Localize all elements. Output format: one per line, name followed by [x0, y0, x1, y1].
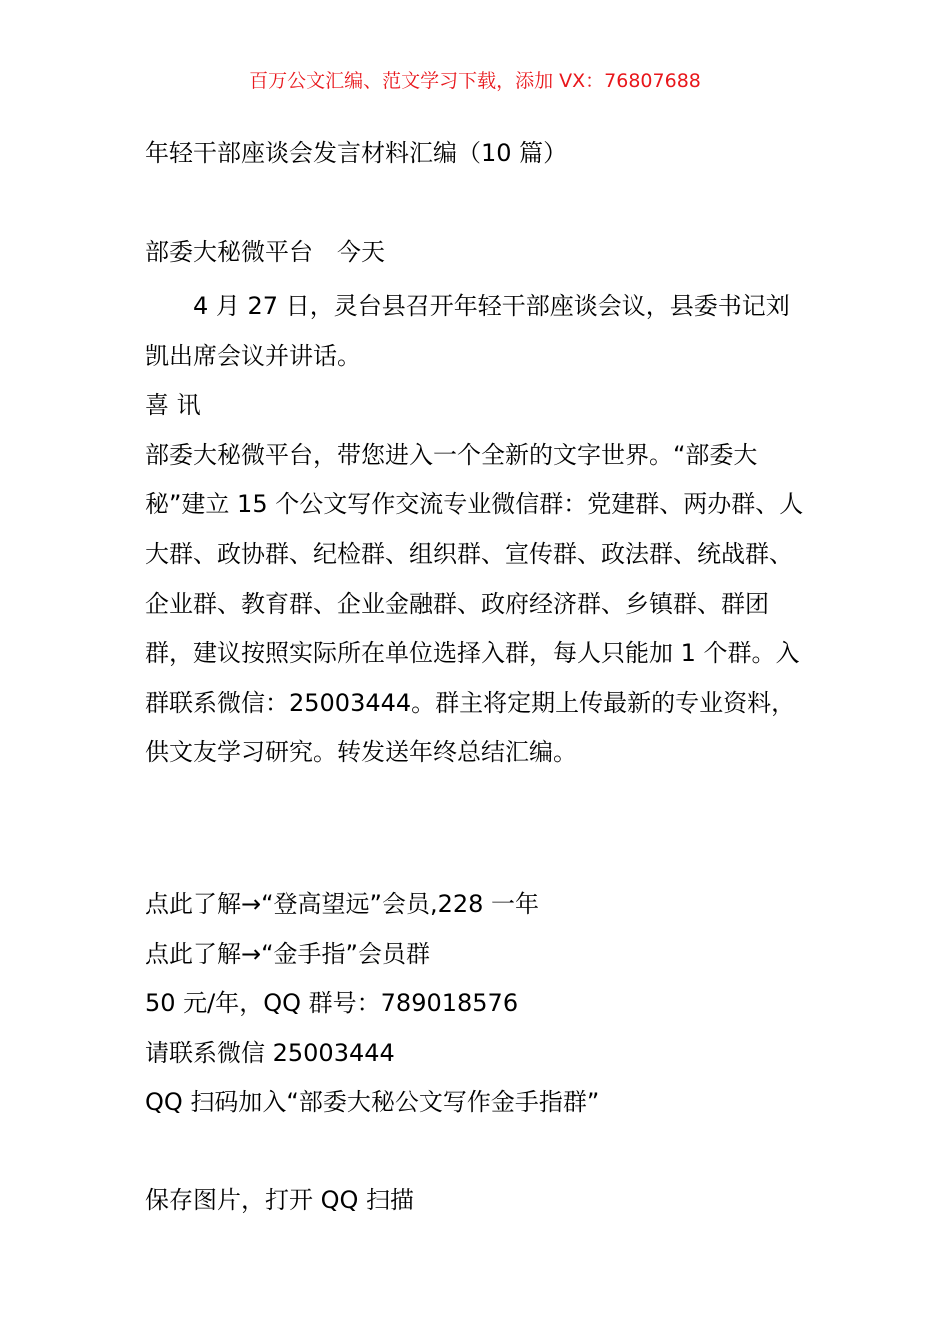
paragraph-meeting: 4 月 27 日，灵台县召开年轻干部座谈会议，县委书记刘凯出席会议并讲话。 — [145, 292, 790, 370]
source-line — [145, 232, 810, 267]
qq-join-info: QQ 扫码加入“部委大秘公文写作金手指群” — [145, 1088, 600, 1117]
publish-date: 今天 — [337, 238, 385, 266]
section-heading: 喜 讯 — [145, 391, 201, 420]
article-body — [145, 282, 810, 778]
source-name: 部委大秘微平台 — [145, 238, 313, 266]
membership-links — [145, 880, 810, 1128]
paragraph-groups: 部委大秘微平台，带您进入一个全新的文字世界。“部委大秘”建立 15 个公文写作交流专业微信群：党建群、两办群、人大群、政协群、纪检群、组织群、宣传群、政法群、统战群、企业群、教育群、企业金融群、政府经济群、乡镇群、群团群，建议按照实际所在单位选择入群，每人只能加 1 个群。入群联系微信：25003444。群主将定期上传最新的专业资料，供文友学习研究。转发送年终总结汇编。 — [145, 440, 804, 767]
contact-info: 请联系微信 25003444 — [145, 1038, 395, 1067]
promo-banner: 百万公文汇编、范文学习下载，添加 VX：76807688 — [249, 70, 701, 92]
membership-link-golden[interactable]: 点此了解→“金手指”会员群 — [145, 939, 430, 968]
save-tip: 保存图片，打开 QQ 扫描 — [145, 1186, 415, 1214]
document-title: 年轻干部座谈会发言材料汇编（10 篇） — [145, 139, 568, 167]
membership-link-vip[interactable]: 点此了解→“登高望远”会员,228 一年 — [145, 890, 540, 918]
price-info: 50 元/年，QQ 群号：789018576 — [145, 989, 519, 1018]
